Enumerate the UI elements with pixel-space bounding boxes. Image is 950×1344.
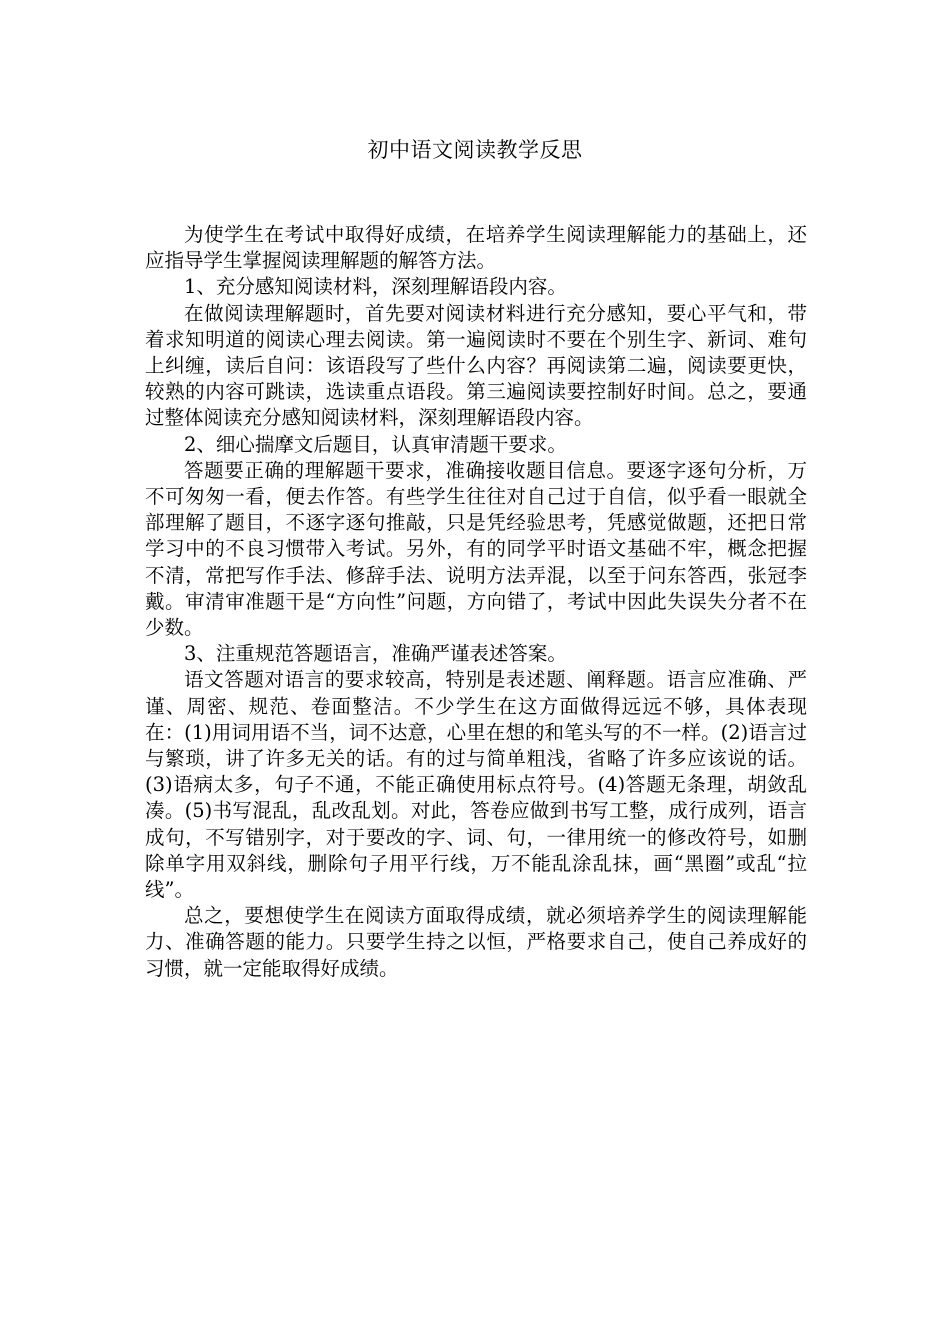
paragraph-point-1: 在做阅读理解题时，首先要对阅读材料进行充分感知，要心平气和，带着求知明道的阅读心理去阅读。第一遍阅读时不要在个别生字、新词、难句上纠缠，读后自问：该语段写了些什么内容？再阅读第二遍，阅读要更快，较熟的内容可跳读，选读重点语段。第三遍阅读要控制好时间。总之，要通过整体阅读充分感知阅读材料，深刻理解语段内容。	[145, 301, 807, 430]
paragraph-conclusion: 总之，要想使学生在阅读方面取得成绩，就必须培养学生的阅读理解能力、准确答题的能力。只要学生持之以恒，严格要求自己，使自己养成好的习惯，就一定能取得好成绩。	[145, 904, 807, 980]
document-title: 初中语文阅读教学反思	[367, 138, 583, 162]
paragraph-intro: 为使学生在考试中取得好成绩，在培养学生阅读理解能力的基础上，还应指导学生掌握阅读理解题的解答方法。	[145, 223, 807, 273]
heading-point-3: 3、注重规范答题语言，准确严谨表述答案。	[184, 642, 567, 666]
heading-point-1: 1、充分感知阅读材料，深刻理解语段内容。	[184, 275, 567, 299]
paragraph-point-3: 语文答题对语言的要求较高，特别是表述题、阐释题。语言应准确、严谨、周密、规范、卷面整洁。不少学生在这方面做得远远不够，具体表现在：(1)用词用语不当，词不达意，心里在想的和笔头写的不一样。(2)语言过与繁琐，讲了许多无关的话。有的过与简单粗浅，省略了许多应该说的话。(3)语病太多，句子不通，不能正确使用标点符号。(4)答题无条理，胡敛乱凑。(5)书写混乱，乱改乱划。对此，答卷应做到书写工整，成行成列，语言成句，不写错别字，对于要改的字、词、句，一律用统一的修改符号，如删除单字用双斜线，删除句子用平行线，万不能乱涂乱抹，画“黑圈”或乱“拉线”。	[145, 668, 807, 902]
heading-point-2: 2、细心揣摩文后题目，认真审清题干要求。	[184, 432, 567, 456]
document-body	[145, 222, 807, 982]
paragraph-point-2: 答题要正确的理解题干要求，准确接收题目信息。要逐字逐句分析，万不可匆匆一看，便去作答。有些学生往往对自己过于自信，似乎看一眼就全部理解了题目，不逐字逐句推敲，只是凭经验思考，凭感觉做题，还把日常学习中的不良习惯带入考试。另外，有的同学平时语文基础不牢，概念把握不清，常把写作手法、修辞手法、说明方法弄混，以至于问东答西，张冠李戴。审清审准题干是“方向性”问题，方向错了，考试中因此失误失分者不在少数。	[145, 458, 807, 640]
